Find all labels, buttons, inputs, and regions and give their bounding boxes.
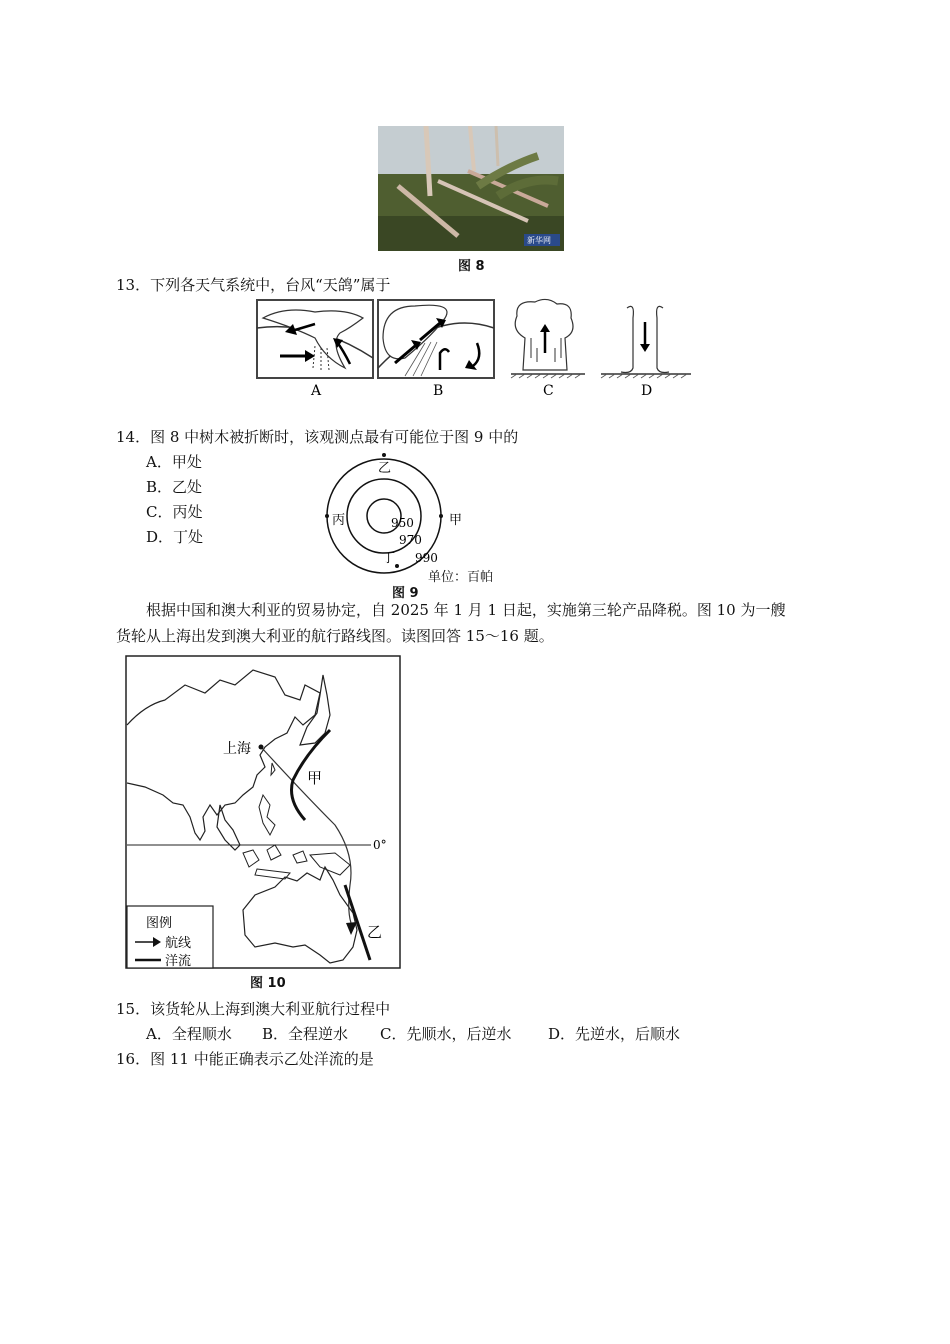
q13-figures: [255, 298, 695, 400]
label-yi: 乙: [367, 923, 383, 941]
fallen-trees-illustration: [378, 126, 564, 251]
label-shanghai: 上海: [223, 741, 251, 757]
isobar-990: 990: [415, 551, 438, 565]
q15-option-d: D．先逆水，后顺水: [548, 1025, 681, 1043]
intro-line-2: 货轮从上海出发到澳大利亚的航行路线图。读图回答 15～16 题。: [116, 627, 554, 645]
panel-a-cold-front: [257, 300, 373, 378]
q16-text: 16．图 11 中能正确表示乙处洋流的是: [116, 1050, 374, 1068]
legend-title: 图例: [146, 916, 173, 931]
label-b: B: [433, 383, 444, 399]
panel-d-anticyclone: [601, 306, 691, 378]
isobar-970: 970: [399, 533, 422, 547]
panel-b-warm-front: [378, 300, 494, 378]
fig9-unit: 单位：百帕: [428, 570, 494, 585]
q15-option-a: A．全程顺水: [146, 1025, 232, 1043]
legend-current: 洋流: [165, 954, 192, 969]
intro-line-1: 根据中国和澳大利亚的贸易协定，自 2025 年 1 月 1 日起，实施第三轮产品降税。图 10 为一艘: [146, 601, 786, 619]
label-d: D: [641, 383, 653, 399]
q14-text: 14．图 8 中树木被折断时，该观测点最有可能位于图 9 中的: [116, 428, 519, 446]
photo-watermark: 新华网: [527, 236, 551, 245]
panel-c-cyclone: [511, 299, 585, 378]
equator-label: 0°: [373, 838, 387, 852]
label-jia: 甲: [307, 769, 323, 787]
q15-option-b: B．全程逆水: [262, 1025, 349, 1043]
label-a: A: [311, 383, 322, 399]
fig10-caption: 图 10: [250, 976, 286, 991]
fig8-caption: 图 8: [458, 259, 485, 274]
q14-option-d: D．丁处: [146, 528, 204, 546]
point-bing: 丙: [332, 513, 346, 528]
q14-option-a: A．甲处: [146, 453, 202, 471]
q15-text: 15．该货轮从上海到澳大利亚航行过程中: [116, 1000, 391, 1018]
point-jia: 甲: [449, 513, 463, 528]
fig10-route-map: [125, 655, 405, 971]
legend-route: 航线: [165, 936, 192, 951]
q14-option-b: B．乙处: [146, 478, 203, 496]
q14-option-c: C．丙处: [146, 503, 203, 521]
point-ding: 丁: [382, 551, 396, 566]
fig9-caption: 图 9: [392, 586, 419, 601]
q15-option-c: C．先顺水，后逆水: [380, 1025, 512, 1043]
isobar-950: 950: [391, 516, 414, 530]
fig8-photo: [378, 126, 564, 251]
q13-text: 13．下列各天气系统中，台风“天鸽”属于: [116, 276, 391, 294]
label-c: C: [543, 383, 554, 399]
point-yi: 乙: [378, 461, 392, 476]
